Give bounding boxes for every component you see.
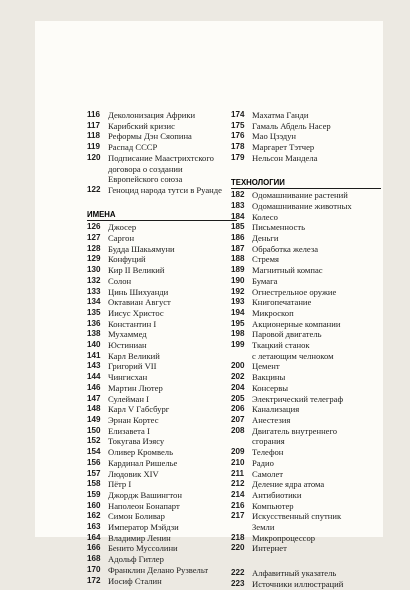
toc-entry <box>87 554 237 565</box>
page-number: 147 <box>87 393 101 403</box>
entry-title: Франклин Делано Рузвельт <box>108 564 209 575</box>
page-number: 200 <box>231 361 245 371</box>
toc-entry <box>87 533 237 544</box>
toc-entry <box>87 576 237 587</box>
entry-title: Мартин Лютер <box>108 382 163 393</box>
toc-entry <box>87 308 237 319</box>
entry-title: Наполеон Бонапарт <box>108 500 180 511</box>
entry-title: Константин I <box>108 318 157 329</box>
toc-entry <box>87 185 237 196</box>
page-number: 199 <box>231 340 245 350</box>
entry-title: Колесо <box>252 211 278 222</box>
page-number: 214 <box>231 489 245 499</box>
toc-entry <box>231 222 381 233</box>
page-number: 133 <box>87 286 101 296</box>
toc-entry <box>231 201 381 212</box>
entry-title: Солон <box>108 275 132 286</box>
toc-entry <box>87 394 237 405</box>
toc-entry <box>87 351 237 362</box>
page-number: 152 <box>87 436 101 446</box>
toc-entry <box>87 415 237 426</box>
toc-entry <box>87 404 237 415</box>
entry-title: Бенито Муссолини <box>108 543 178 554</box>
toc-entry <box>231 501 381 512</box>
toc-entry <box>231 458 381 469</box>
page-number: 198 <box>231 329 245 339</box>
top-entries-list <box>87 110 237 196</box>
entry-title: Джордж Вашингтон <box>108 489 182 500</box>
page-number: 144 <box>87 372 101 382</box>
page-number: 158 <box>87 479 101 489</box>
page-number: 156 <box>87 457 101 467</box>
page-number: 176 <box>231 131 245 141</box>
toc-entry <box>87 340 237 351</box>
page-number: 120 <box>87 152 101 162</box>
page-number: 119 <box>87 142 101 152</box>
toc-entry <box>231 372 381 383</box>
page-number: 130 <box>87 265 101 275</box>
page-number: 179 <box>231 152 245 162</box>
page-number: 217 <box>231 511 245 521</box>
toc-entry <box>87 436 237 447</box>
page-number: 148 <box>87 404 101 414</box>
entry-title: Компьютер <box>252 500 294 511</box>
page-number: 127 <box>87 233 101 243</box>
entry-title: Искусственный спутник Земли <box>252 511 342 533</box>
toc-entry <box>87 131 237 142</box>
toc-entry <box>231 383 381 394</box>
toc-entry <box>87 121 237 132</box>
entry-title: Геноцид народа тутси в Руанде <box>108 184 222 195</box>
toc-entry <box>231 297 381 308</box>
entry-title: Паровой двигатель <box>252 329 322 340</box>
page-number: 159 <box>87 489 101 499</box>
entry-title: Саргон <box>108 233 135 244</box>
page-number: 184 <box>231 211 245 221</box>
toc-entry <box>87 153 237 185</box>
technologies-list <box>231 190 381 554</box>
page-number: 154 <box>87 447 101 457</box>
toc-entry <box>87 501 237 512</box>
entry-title: Микропроцессор <box>252 532 316 543</box>
entry-title: Карл V Габсбург <box>108 404 170 415</box>
section-heading-technologies: ТЕХНОЛОГИИ <box>231 178 381 190</box>
entry-title: Оливер Кромвель <box>108 447 173 458</box>
toc-entry <box>231 404 381 415</box>
toc-entry <box>231 579 381 590</box>
page-number: 150 <box>87 425 101 435</box>
toc-entry <box>231 308 381 319</box>
toc-entry <box>231 233 381 244</box>
toc-entry <box>231 447 381 458</box>
entry-title: Одомашнивание животных <box>252 200 352 211</box>
entry-title: Цинь Шихуанди <box>108 286 169 297</box>
entry-title: Радио <box>252 457 274 468</box>
entry-title: Микроскоп <box>252 307 294 318</box>
page-number: 136 <box>87 318 101 328</box>
toc-entry <box>231 265 381 276</box>
page-number: 170 <box>87 564 101 574</box>
page-number: 218 <box>231 532 245 542</box>
page-number: 140 <box>87 340 101 350</box>
page-number: 132 <box>87 275 101 285</box>
page-number: 117 <box>87 120 101 130</box>
toc-entry <box>87 110 237 121</box>
entry-title: Иосиф Сталин <box>108 575 162 586</box>
entry-title: Интернет <box>252 543 287 554</box>
page-number: 178 <box>231 142 245 152</box>
page-number: 162 <box>87 511 101 521</box>
page-number: 168 <box>87 554 101 564</box>
page-number: 210 <box>231 457 245 467</box>
entry-title: Сулейман I <box>108 393 149 404</box>
entry-title: Юстиниан <box>108 340 147 351</box>
toc-entry <box>231 479 381 490</box>
toc-entry <box>87 276 237 287</box>
toc-entry <box>231 511 381 532</box>
page-number: 188 <box>231 254 245 264</box>
page-number: 187 <box>231 243 245 253</box>
page-number: 183 <box>231 200 245 210</box>
page-number: 206 <box>231 404 245 414</box>
page-number: 222 <box>231 568 245 578</box>
toc-entry <box>231 415 381 426</box>
toc-entry <box>87 244 237 255</box>
page-number: 116 <box>87 110 101 119</box>
entry-title: Карибский кризис <box>108 120 175 131</box>
entry-title: Чингисхан <box>108 372 148 383</box>
entry-title: Нельсон Мандела <box>252 152 318 163</box>
toc-entry <box>231 426 381 447</box>
toc-entry <box>87 479 237 490</box>
entry-title: Книгопечатание <box>252 297 312 308</box>
entry-title: Акционерные компании <box>252 318 341 329</box>
page-number: 207 <box>231 414 245 424</box>
section-heading-names: ИМЕНА <box>87 210 237 222</box>
entry-title: Магнитный компас <box>252 265 323 276</box>
page-number: 208 <box>231 425 245 435</box>
page-number: 216 <box>231 500 245 510</box>
entry-title: Адольф Гитлер <box>108 554 164 565</box>
entry-title: Электрический телеграф <box>252 393 344 404</box>
page-number: 163 <box>87 522 101 532</box>
page-number: 134 <box>87 297 101 307</box>
entry-title: Гамаль Абдель Насер <box>252 120 331 131</box>
entry-title: Будда Шакьямуни <box>108 243 175 254</box>
entry-title: Григорий VII <box>108 361 157 372</box>
entry-title: Конфуций <box>108 254 146 265</box>
page-number: 212 <box>231 479 245 489</box>
toc-entry <box>231 121 381 132</box>
entry-title: Деколонизация Африки <box>108 110 196 120</box>
toc-entry <box>87 543 237 554</box>
entry-title: Кир II Великий <box>108 265 165 276</box>
entry-title: Пётр I <box>108 479 132 490</box>
toc-entry <box>231 287 381 298</box>
toc-entry <box>87 254 237 265</box>
entry-title: Канализация <box>252 404 300 415</box>
page-number: 189 <box>231 265 245 275</box>
toc-entry <box>87 426 237 437</box>
entry-title: Распад СССР <box>108 142 158 153</box>
page-number: 129 <box>87 254 101 264</box>
entry-title: Самолет <box>252 468 284 479</box>
page-number: 141 <box>87 350 101 360</box>
entry-title: Иисус Христос <box>108 307 164 318</box>
toc-entry <box>231 543 381 554</box>
toc-entry <box>231 276 381 287</box>
toc-entry <box>231 568 381 579</box>
spacer <box>87 196 237 210</box>
toc-entry <box>87 319 237 330</box>
toc-entry <box>231 340 381 361</box>
toc-entry <box>87 233 237 244</box>
toc-entry <box>231 329 381 340</box>
page-number: 190 <box>231 275 245 285</box>
right-column <box>231 110 381 590</box>
toc-entry <box>87 469 237 480</box>
toc-entry <box>87 361 237 372</box>
toc-entry <box>87 265 237 276</box>
toc-entry <box>231 142 381 153</box>
toc-entry <box>87 511 237 522</box>
page-number: 143 <box>87 361 101 371</box>
toc-entry <box>231 469 381 480</box>
left-column <box>87 110 237 586</box>
entry-title: Деление ядра атома <box>252 479 325 490</box>
entry-title: Письменность <box>252 222 305 233</box>
page-number: 192 <box>231 286 245 296</box>
page-number: 185 <box>231 222 245 232</box>
entry-title: Бумага <box>252 275 278 286</box>
entry-title: Огнестрельное оружие <box>252 286 337 297</box>
entry-title: Симон Боливар <box>108 511 165 522</box>
toc-entry <box>231 254 381 265</box>
page-number: 220 <box>231 543 245 553</box>
page-number: 175 <box>231 120 245 130</box>
toc-entry <box>231 319 381 330</box>
page-number: 126 <box>87 222 101 232</box>
entry-title: Телефон <box>252 447 284 458</box>
page-number: 122 <box>87 184 101 194</box>
page-number: 166 <box>87 543 101 553</box>
entry-title: Подписание Маастрихтского договора о создании Европейского союза <box>108 152 214 185</box>
entry-title: Владимир Ленин <box>108 532 171 543</box>
entry-title: Реформы Дэн Сяопина <box>108 131 192 142</box>
page-number: 172 <box>87 575 101 585</box>
toc-entry <box>231 490 381 501</box>
page-number: 223 <box>231 578 245 588</box>
entry-title: Кардинал Ришелье <box>108 457 178 468</box>
toc-entry <box>87 458 237 469</box>
toc-entry <box>87 329 237 340</box>
toc-entry <box>231 131 381 142</box>
toc-entry <box>231 394 381 405</box>
entry-title: Людовик XIV <box>108 468 159 479</box>
toc-entry <box>87 383 237 394</box>
appendix-list <box>231 568 381 589</box>
spacer <box>231 164 381 178</box>
entry-title: Октавиан Август <box>108 297 171 308</box>
toc-entry <box>87 447 237 458</box>
entry-title: Махатма Ганди <box>252 110 309 120</box>
names-list <box>87 222 237 586</box>
page-number: 194 <box>231 307 245 317</box>
entry-title: Вакцины <box>252 372 286 383</box>
entry-title: Джосер <box>108 222 137 233</box>
page-number: 164 <box>87 532 101 542</box>
entry-title: Мухаммед <box>108 329 147 340</box>
page-number: 174 <box>231 110 245 119</box>
toc-entry <box>87 142 237 153</box>
toc-entry <box>87 297 237 308</box>
toc-entry <box>231 190 381 201</box>
toc-entry <box>87 287 237 298</box>
page-number: 211 <box>231 468 245 478</box>
page-number: 204 <box>231 382 245 392</box>
page-number: 138 <box>87 329 101 339</box>
page-number: 202 <box>231 372 245 382</box>
top-entries-list <box>231 110 381 164</box>
entry-title: Алфавитный указатель <box>252 568 337 579</box>
toc-entry <box>87 522 237 533</box>
toc-entry <box>87 490 237 501</box>
toc-entry <box>87 565 237 576</box>
entry-title: Анестезия <box>252 414 291 425</box>
entry-title: Эрнан Кортес <box>108 414 159 425</box>
entry-title: Деньги <box>252 233 279 244</box>
entry-title: Антибиотики <box>252 489 302 500</box>
entry-title: Консервы <box>252 382 289 393</box>
page-number: 157 <box>87 468 101 478</box>
entry-title: Обработка железа <box>252 243 319 254</box>
entry-title: Источники иллюстраций <box>252 578 344 589</box>
toc-entry <box>87 222 237 233</box>
toc-entry <box>231 244 381 255</box>
entry-title: Карл Великий <box>108 350 160 361</box>
entry-title: Стремя <box>252 254 279 265</box>
entry-title: Маргарет Тэтчер <box>252 142 315 153</box>
toc-entry <box>231 533 381 544</box>
page-number: 149 <box>87 414 101 424</box>
spacer <box>231 554 381 568</box>
page-number: 135 <box>87 307 101 317</box>
page-number: 160 <box>87 500 101 510</box>
toc-entry <box>231 361 381 372</box>
entry-title: Цемент <box>252 361 280 372</box>
entry-title: Мао Цзэдун <box>252 131 297 142</box>
toc-entry <box>231 153 381 164</box>
entry-title: Двигатель внутреннего сгорания <box>252 425 338 447</box>
page-number: 128 <box>87 243 101 253</box>
toc-entry <box>231 212 381 223</box>
page-number: 118 <box>87 131 101 141</box>
page-number: 209 <box>231 447 245 457</box>
entry-title: Токугава Иэясу <box>108 436 165 447</box>
entry-title: Елизавета I <box>108 425 150 436</box>
toc-entry <box>231 110 381 121</box>
page-number: 193 <box>231 297 245 307</box>
entry-title: Император Мэйдзи <box>108 522 179 533</box>
toc-entry <box>87 372 237 383</box>
entry-title: Одомашнивание растений <box>252 190 348 201</box>
page-number: 205 <box>231 393 245 403</box>
page-number: 186 <box>231 233 245 243</box>
entry-title: Ткацкий станок с летающим челноком <box>252 340 334 361</box>
book-page <box>35 21 383 589</box>
page-number: 182 <box>231 190 245 200</box>
page-number: 195 <box>231 318 245 328</box>
page-number: 146 <box>87 382 101 392</box>
